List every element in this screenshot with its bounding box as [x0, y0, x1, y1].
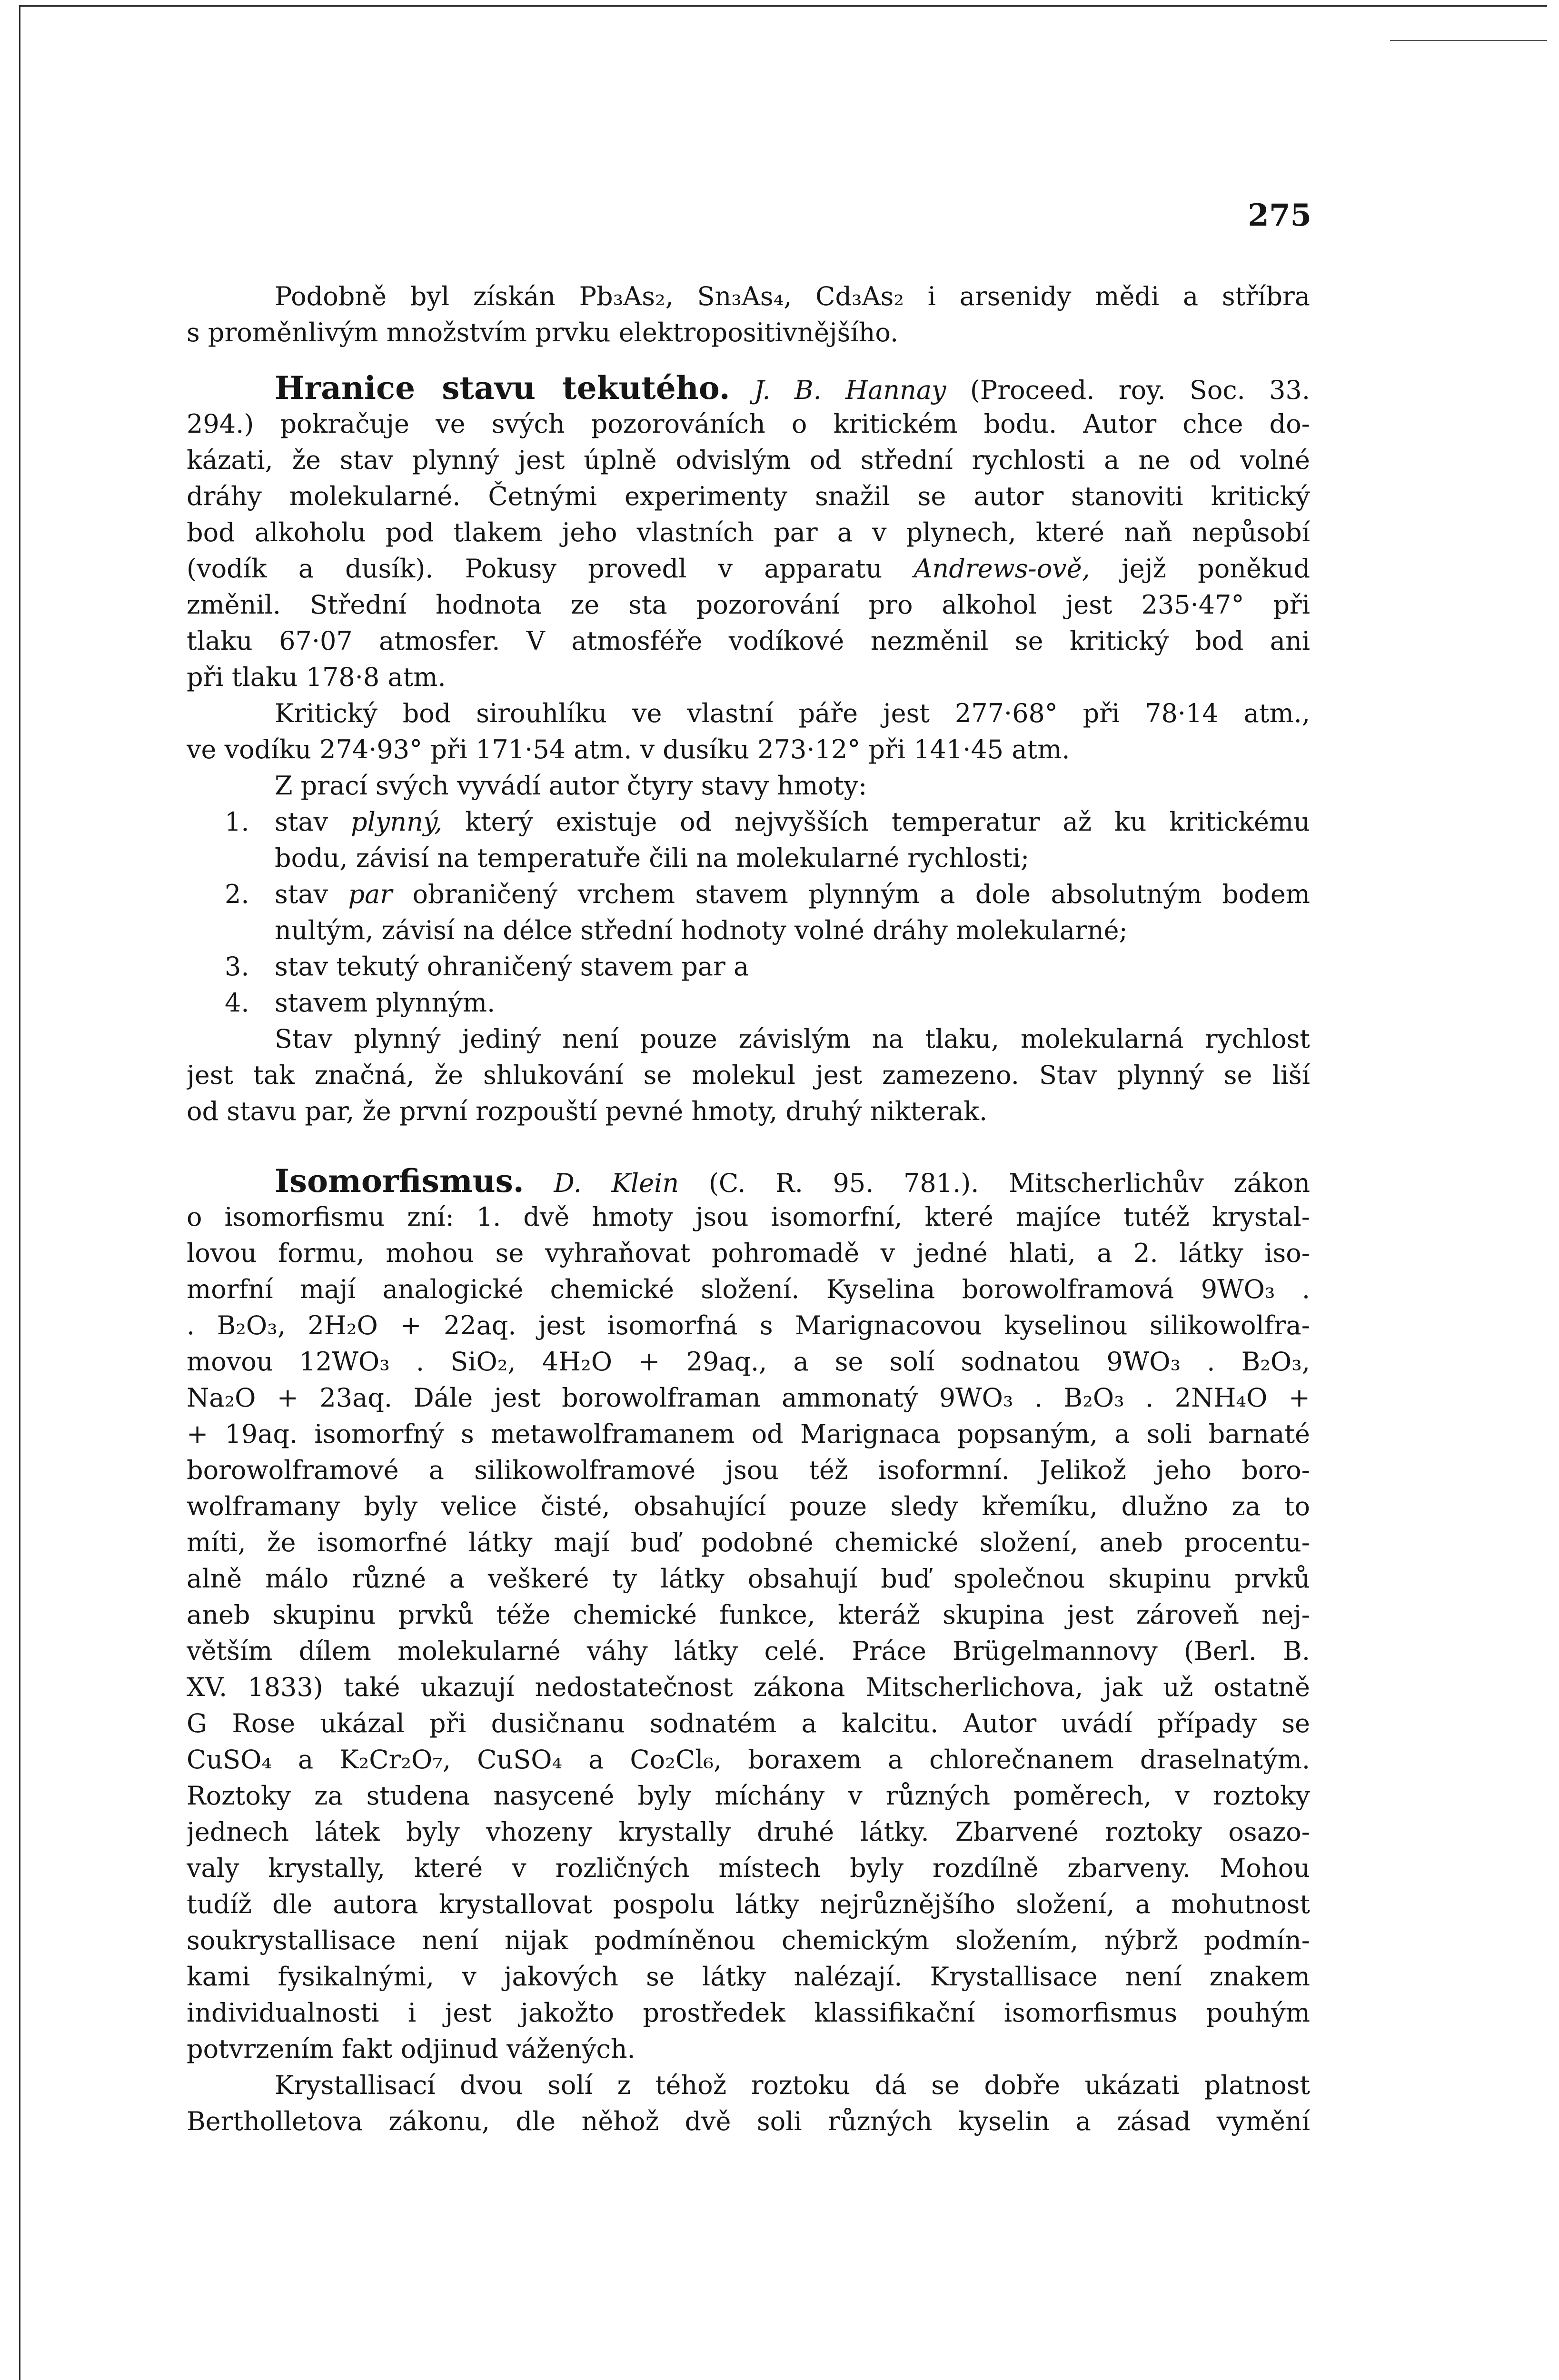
intro-line: Podobně byl získán Pb₃As₂, Sn₃As₄, Cd₃As₂ i arsenidy mědi a stříbra	[275, 281, 1310, 311]
paragraph-line: ve vodíku 274·93° při 171·54 atm. v dusíku 273·12° při 141·45 atm.	[187, 734, 1070, 764]
text-column	[187, 278, 1310, 2140]
paragraph-line: (vodík a dusík). Pokusy provedl v apparatu Andrews-ově, jejž poněkud	[187, 554, 1310, 584]
section2-author: D. Klein	[554, 1168, 679, 1198]
section2-heading: Isomorfismus.	[275, 1163, 524, 1199]
paragraph-line: změnil. Střední hodnota ze sta pozorování pro alkohol jest 235·47° při	[187, 590, 1310, 620]
paragraph-line: tlaku 67·07 atmosfer. V atmosféře vodíkové nezměnil se kritický bod ani	[187, 626, 1310, 656]
paragraph-line: dráhy molekularné. Četnými experimenty snažil se autor stanoviti kritický	[187, 481, 1310, 511]
section2-heading-line	[187, 1163, 1310, 1199]
paragraph-line: lovou formu, mohou se vyhraňovat pohromadě v jedné hlati, a 2. látky iso-	[187, 1238, 1310, 1268]
paragraph-line: valy krystally, které v rozličných místech byly rozdílně zbarveny. Mohou	[187, 1853, 1310, 1883]
scan-corner-mark	[1390, 7, 1547, 41]
list-item: 3. stav tekutý ohraničený stavem par a	[225, 952, 749, 982]
paragraph-line: kami fysikalnými, v jakových se látky nalézají. Krystallisace není znakem	[187, 1962, 1310, 1992]
section2-citation: (C. R. 95. 781.). Mitscherlichův zákon	[708, 1168, 1310, 1198]
paragraph-line: o isomorfismu zní: 1. dvě hmoty jsou isomorfní, které majíce tutéž krystal-	[187, 1202, 1310, 1232]
section1-heading-line	[187, 370, 1310, 406]
paragraph-line: borowolframové a silikowolframové jsou též isoformní. Jelikož jeho boro-	[187, 1455, 1310, 1485]
paragraph-line: aneb skupinu prvků téže chemické funkce, kteráž skupina jest zároveň nej-	[187, 1600, 1310, 1630]
list-item: 4. stavem plynným.	[225, 988, 496, 1018]
paragraph-line: Kritický bod sirouhlíku ve vlastní páře jest 277·68° při 78·14 atm.,	[275, 698, 1310, 728]
paragraph-line: alně málo různé a veškeré ty látky obsahují buď společnou skupinu prvků	[187, 1564, 1310, 1594]
paragraph-line: individualnosti i jest jakožto prostředek klassifikační isomorfismus pouhým	[187, 1998, 1310, 2028]
paragraph-line: Stav plynný jediný není pouze závislým na tlaku, molekularná rychlost	[275, 1024, 1310, 1054]
andrews-name: Andrews-ově,	[914, 554, 1090, 584]
paragraph-line: morfní mají analogické chemické složení. Kyselina borowolframová 9WO₃ .	[187, 1274, 1310, 1304]
paragraph-line: míti, že isomorfné látky mají buď podobné chemické složení, aneb procentu-	[187, 1527, 1310, 1557]
section1-heading: Hranice stavu tekutého.	[275, 370, 730, 406]
paragraph-line: soukrystallisace není nijak podmíněnou chemickým složením, nýbrž podmín-	[187, 1925, 1310, 1955]
paragraph-line: bod alkoholu pod tlakem jeho vlastních par a v plynech, které naň nepůsobí	[187, 517, 1310, 547]
paragraph-line: Krystallisací dvou solí z téhož roztoku dá se dobře ukázati platnost	[275, 2070, 1310, 2100]
paragraph-line: tudíž dle autora krystallovat pospolu látky nejrůznějšího složení, a mohutnost	[187, 1889, 1310, 1919]
page-number: 275	[1248, 198, 1311, 233]
paragraph-line: CuSO₄ a K₂Cr₂O₇, CuSO₄ a Co₂Cl₆, boraxem a chlorečnanem draselnatým.	[187, 1745, 1310, 1775]
paragraph-line: potvrzením fakt odjinud vážených.	[187, 2034, 636, 2064]
paragraph-line: od stavu par, že první rozpouští pevné hmoty, druhý nikterak.	[187, 1096, 988, 1126]
paragraph-line: 294.) pokračuje ve svých pozorováních o kritickém bodu. Autor chce do-	[187, 409, 1310, 439]
paragraph-line: Z prací svých vyvádí autor čtyry stavy hmoty:	[275, 771, 867, 801]
intro-line: s proměnlivým množstvím prvku elektropositivnějšího.	[187, 317, 899, 347]
paragraph-line: větším dílem molekularné váhy látky celé. Práce Brügelmannovy (Berl. B.	[187, 1636, 1310, 1666]
section1-author: J. B. Hannay	[754, 375, 946, 405]
section1-citation: (Proceed. roy. Soc. 33.	[970, 375, 1310, 405]
list-item-continuation: nultým, závisí na délce střední hodnoty volné dráhy molekularné;	[275, 915, 1128, 945]
list-item: 2. stav par obraničený vrchem stavem plynným a dole absolutným bodem	[225, 879, 1310, 909]
paragraph-line: wolframany byly velice čisté, obsahující pouze sledy křemíku, dlužno za to	[187, 1491, 1310, 1521]
paragraph-line: + 19aq. isomorfný s metawolframanem od Marignaca popsaným, a soli barnaté	[187, 1419, 1310, 1449]
paragraph-line: jednech látek byly vhozeny krystally druhé látky. Zbarvené roztoky osazo-	[187, 1817, 1310, 1847]
paragraph-line: Roztoky za studena nasycené byly míchány v různých poměrech, v roztoky	[187, 1781, 1310, 1811]
paragraph-line: kázati, že stav plynný jest úplně odvislým od střední rychlosti a ne od volné	[187, 445, 1310, 475]
paragraph-line: Na₂O + 23aq. Dále jest borowolframan ammonatý 9WO₃ . B₂O₃ . 2NH₄O +	[187, 1383, 1310, 1413]
paragraph-line: při tlaku 178·8 atm.	[187, 662, 446, 692]
list-item: 1. stav plynný, který existuje od nejvyšších temperatur až ku kritickému	[225, 807, 1310, 837]
paragraph-line: movou 12WO₃ . SiO₂, 4H₂O + 29aq., a se solí sodnatou 9WO₃ . B₂O₃,	[187, 1347, 1310, 1377]
paragraph-line: Bertholletova zákonu, dle něhož dvě soli různých kyselin a zásad vymění	[187, 2106, 1310, 2136]
paragraph-line: . B₂O₃, 2H₂O + 22aq. jest isomorfná s Marignacovou kyselinou silikowolfra-	[187, 1310, 1310, 1340]
paragraph-line: jest tak značná, že shlukování se molekul jest zamezeno. Stav plynný se liší	[187, 1060, 1310, 1090]
list-item-continuation: bodu, závisí na temperatuře čili na molekularné rychlosti;	[275, 843, 1030, 873]
paragraph-line: G Rose ukázal při dusičnanu sodnatém a kalcitu. Autor uvádí případy se	[187, 1708, 1310, 1738]
paragraph-line: XV. 1833) také ukazují nedostatečnost zákona Mitscherlichova, jak už ostatně	[187, 1672, 1310, 1702]
